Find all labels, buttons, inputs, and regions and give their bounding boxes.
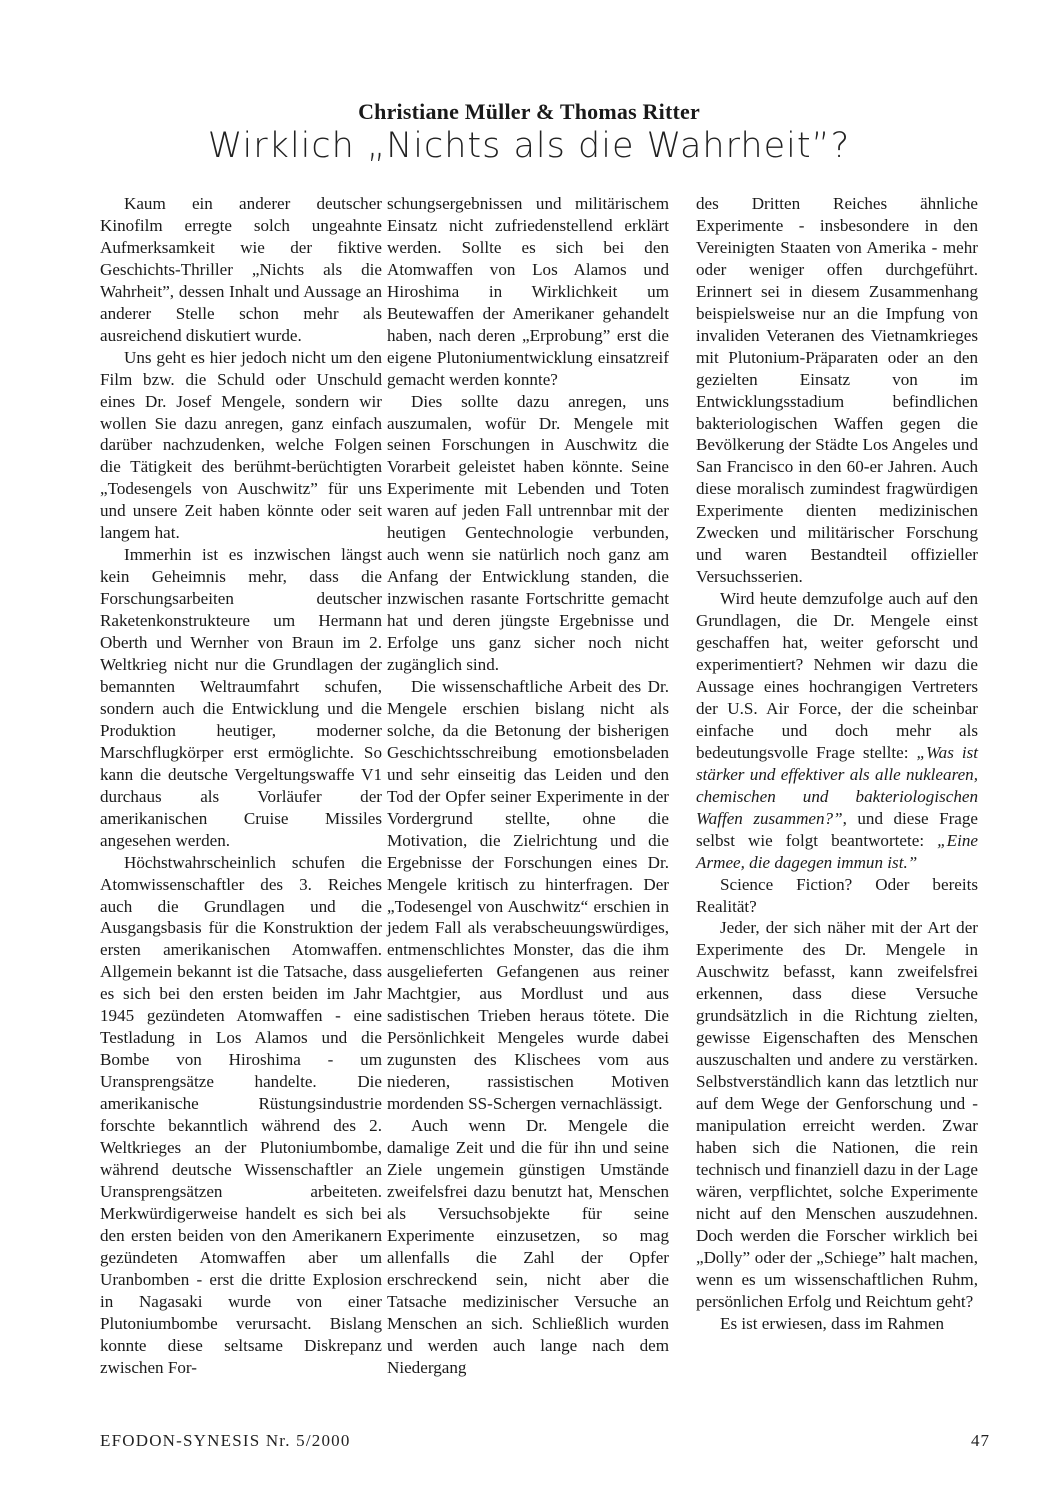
- paragraph: Science Fiction? Oder bereits Realität?: [696, 874, 978, 916]
- paragraph: Jeder, der sich näher mit der Art der Experimente des Dr. Mengele in Auschwitz befasst, kann zweifelsfrei erkennen, dass diese Versuche grundsätzlich in die Richtung zielten, gewisse Eigenschaften des Menschen auszuschalten und andere zu verstärken. Selbstverständlich kann das letztlich nur auf dem Wege der Genforschung und -manipulation erreicht werden. Zwar haben sich die Nationen, die rein technisch und finanziell dazu in der Lage wären, verpflichtet, solche Experimente nicht auf den Menschen auszudehnen. Doch werden die Forscher wirklich bei „Dolly” oder der „Schiege” halt machen, wenn es um wissenschaftlichen Ruhm, persönlichen Erfolg und Reichtum geht?: [696, 918, 978, 1311]
- paragraph: Immerhin ist es inzwischen längst kein Geheimnis mehr, dass die Forschungsarbeiten deutscher Raketenkonstrukteure um Hermann Oberth und Wernher von Braun im 2. Weltkrieg nicht nur die Grundlagen der bemannten Weltraumfahrt schufen, sondern auch die Entwicklung und die Produktion heutiger, moderner Marschflugkörper erst ermöglichte. So kann die deutsche Vergeltungswaffe V1 durchaus als Vorläufer der amerikanischen Cruise Missiles angesehen werden.: [100, 545, 382, 850]
- paragraph-text: , und diese Frage selbst wie folgt beantwortete:: [696, 808, 978, 850]
- text-column-2: [387, 193, 669, 1378]
- page-number: 47: [971, 1431, 990, 1450]
- paragraph: des Dritten Reiches ähnliche Experimente - insbesondere in den Vereinigten Staaten von Amerika - mehr oder weniger offen durchgeführt. Erinnert sei in diesem Zusammenhang beispielsweise nur an die Impfung von invaliden Veteranen des Vietnamkrieges mit Plutonium-Präparaten oder an den gezielten Einsatz von im Entwicklungsstadium befindlichen bakteriologischen Waffen gegen die Bevölkerung der Städte Los Angeles und San Francisco in den 60-er Jahren. Auch diese moralisch zumindest fragwürdigen Experimente dienten medizinischen Zwecken und militärischer Forschung und waren Bestandteil offizieller Versuchsserien.: [696, 194, 978, 587]
- article-authors: Christiane Müller & Thomas Ritter: [358, 99, 700, 124]
- text-column-1: [100, 193, 382, 1378]
- paragraph: Dies sollte dazu anregen, uns auszumalen, wofür Dr. Mengele mit seinen Forschungen in Auschwitz die Vorarbeit geleistet haben könnte. Seine Experimente mit Lebenden und Toten waren auf jeden Fall untrennbar mit der heutigen Gentechnologie verbunden, auch wenn sie natürlich noch ganz am Anfang der Entwicklung standen, die inzwischen rasante Fortschritte gemacht hat und deren jüngste Ergebnisse und Erfolge uns ganz sicher noch nicht zugänglich sind.: [387, 391, 669, 675]
- journal-footer: EFODON-SYNESIS Nr. 5/2000: [100, 1431, 351, 1450]
- paragraph: Auch wenn Dr. Mengele die damalige Zeit und die für ihn und seine Ziele ungemein günstigen Umstände zweifelsfrei dazu benutzt hat, Menschen als Versuchsobjekte für seine Experimente einzusetzen, so mag allenfalls die Zahl der Opfer erschreckend sein, nicht aber die Tatsache medizinischer Versuche an Menschen an sich. Schließlich wurden und werden auch lange nach dem Niedergang: [387, 1116, 669, 1377]
- text-column-3: [696, 193, 978, 1335]
- paragraph: Höchstwahrscheinlich schufen die Atomwissenschaftler des 3. Reiches auch die Grundlagen und die Ausgangsbasis für die Konstruktion der ersten amerikanischen Atomwaffen. Allgemein bekannt ist die Tatsache, dass es sich bei den ersten beiden im Jahr 1945 gezündeten Atomwaffen - eine Testladung in Los Alamos und die Bombe von Hiroshima - um Uransprengsätze handelte. Die amerikanische Rüstungsindustrie forschte bekanntlich während des 2. Weltkrieges an der Plutoniumbombe, während deutsche Wissenschaftler an Uransprengsätzen arbeiteten. Merkwürdigerweise handelt es sich bei den ersten beiden von den Amerikanern gezündeten Atomwaffen aber um Uranbomben - erst die dritte Explosion in Nagasaki wurde von einer Plutoniumbombe verursacht. Bislang konnte diese seltsame Diskrepanz zwischen For-: [100, 852, 382, 1377]
- paragraph-text: Wird heute demzufolge auch auf den Grundlagen, die Dr. Mengele einst geschaffen hat, weiter geforscht und experimentiert? Nehmen wir dazu die Aussage eines hochrangigen Vertreters der U.S. Air Force, der die scheinbar einfache und doch mehr als bedeutungsvolle Frage stellte:: [696, 589, 978, 762]
- quote-answer: „Eine Armee, die dagegen immun ist.”: [696, 830, 978, 872]
- quote-question: „Was ist stärker und effektiver als alle nuklearen, chemischen und bakteriologischen Waffen zusammen?”: [696, 742, 978, 828]
- paragraph: schungsergebnissen und militärischem Einsatz nicht zufriedenstellend erklärt werden. Sollte es sich bei den Atomwaffen von Los Alamos und Hiroshima in Wirklichkeit um Beutewaffen der Amerikaner gehandelt haben, nach deren „Erprobung” erst die eigene Plutoniumentwicklung einsatzreif gemacht werden konnte?: [387, 194, 669, 389]
- paragraph-with-quote: [696, 588, 978, 873]
- article-title: Wirklich „Nichts als die Wahrheit”?: [207, 126, 851, 166]
- paragraph: Kaum ein anderer deutscher Kinofilm erregte solch ungeahnte Aufmerksamkeit wie der fiktive Geschichts-Thriller „Nichts als die Wahrheit”, dessen Inhalt und Aussage an anderer Stelle schon mehr als ausreichend diskutiert wurde.: [100, 194, 382, 345]
- paragraph: Es ist erwiesen, dass im Rahmen: [720, 1313, 945, 1333]
- paragraph: Uns geht es hier jedoch nicht um den Film bzw. die Schuld oder Unschuld eines Dr. Josef Mengele, sondern wir wollen Sie dazu anregen, ganz einfach darüber nachzudenken, welche Folgen die Tätigkeit des berühmt-berüchtigten „Todesengels von Auschwitz” für uns und unsere Zeit haben könnte oder seit langem hat.: [100, 347, 382, 543]
- paragraph: Die wissenschaftliche Arbeit des Dr. Mengele erschien bislang nicht als solche, da die Betonung der bisherigen Geschichtsschreibung emotionsbeladen und sehr einseitig das Leiden und den Tod der Opfer seiner Experimente in der Vordergrund stellte, ohne die Motivation, die Zielrichtung und die Ergebnisse der Forschungen eines Dr. Mengele kritisch zu hinterfragen. Der „Todesengel von Auschwitz“ erschien in jedem Fall als verabscheuungswürdiges, entmenschlichtes Monster, das die ihm ausgelieferten Gefangenen aus reiner Machtgier, aus Mordlust und aus sadistischen Trieben heraus tötete. Die Persönlichkeit Mengeles wurde dabei zugunsten des Klischees vom aus niederen, rassistischen Motiven mordenden SS-Schergen vernachlässigt.: [387, 676, 669, 1114]
